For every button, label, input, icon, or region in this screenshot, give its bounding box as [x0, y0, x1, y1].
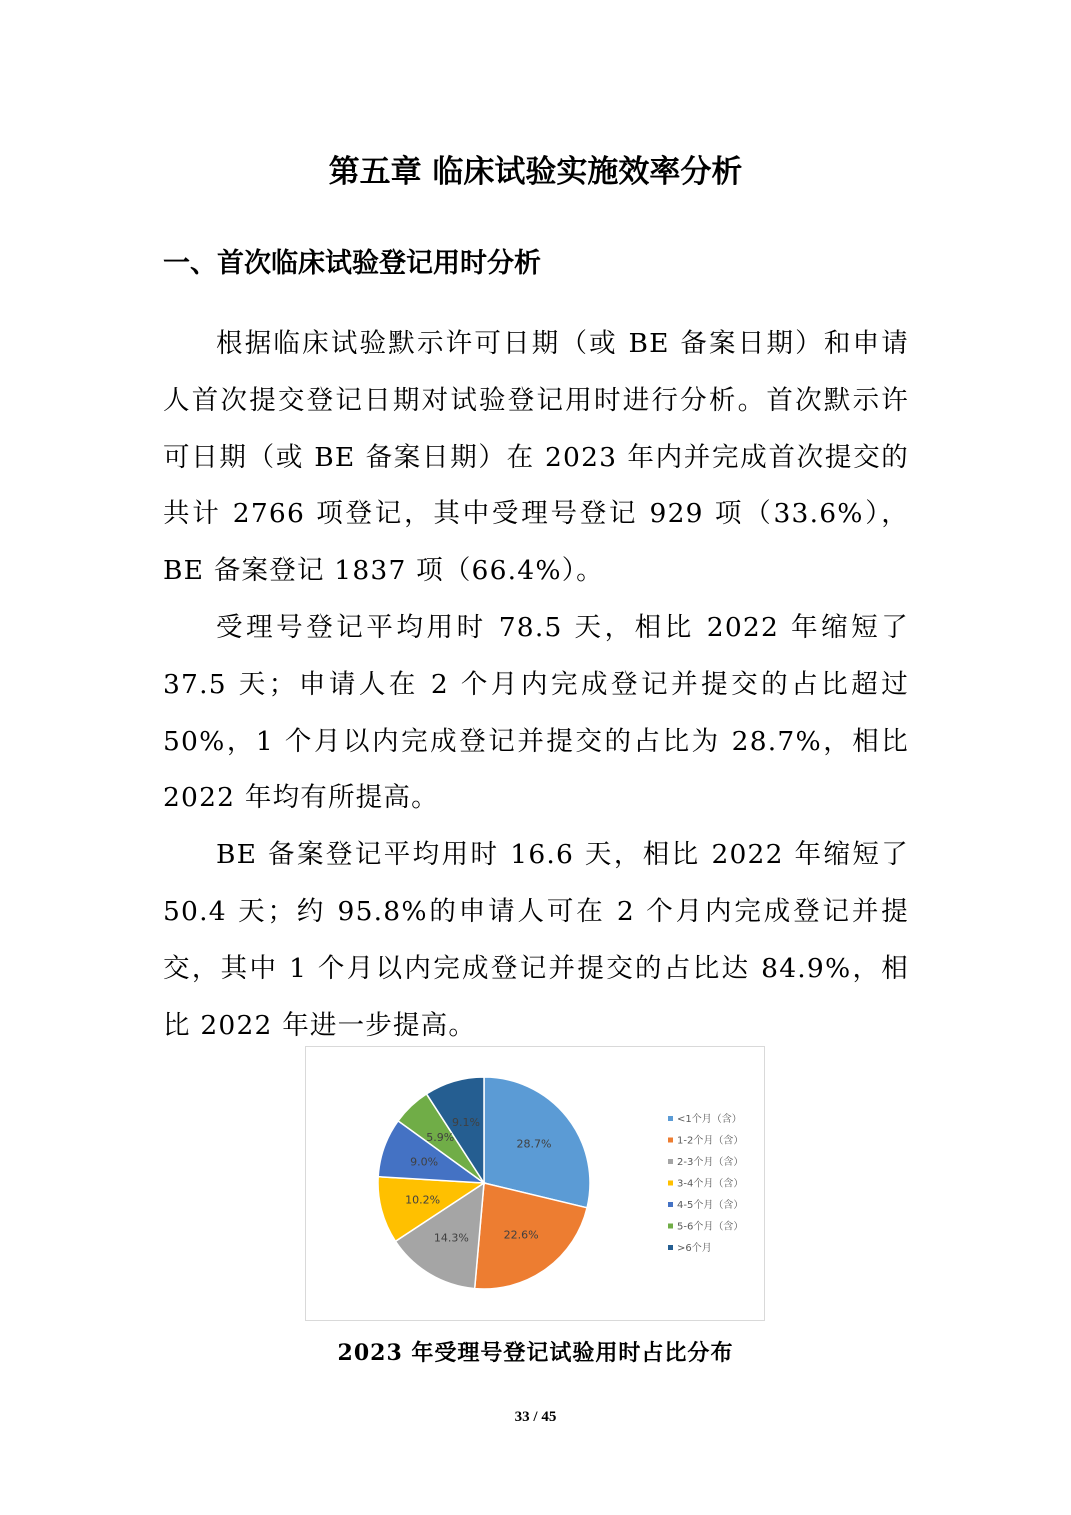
slice-data-label: 28.7% [516, 1137, 552, 1151]
pie-slices [378, 1077, 590, 1289]
pie-chart-svg [306, 1047, 766, 1322]
paragraph-2: 受理号登记平均用时 78.5 天，相比 2022 年缩短了 37.5 天；申请人在 2 个月内完成登记并提交的占比超过 50%，1 个月以内完成登记并提交的占比为 28.7%，相比 2022 年均有所提高。 [163, 611, 909, 814]
legend-entry: >6个月 [677, 1243, 712, 1254]
paragraph-3: BE 备案登记平均用时 16.6 天，相比 2022 年缩短了 50.4 天；约 95.8%的申请人可在 2 个月内完成登记并提交，其中 1 个月以内完成登记并提交的占比达 84.9%，相比 2022 年进一步提高。 [163, 839, 909, 1041]
slice-data-label: 5.9% [426, 1130, 455, 1144]
legend-swatch [668, 1138, 673, 1143]
legend-swatch [668, 1245, 673, 1250]
legend-swatch [668, 1181, 673, 1186]
slice-data-label: 14.3% [433, 1231, 469, 1245]
chapter-title: 第五章 临床试验实施效率分析 [328, 154, 743, 190]
legend-entry: 5-6个月（含） [677, 1221, 744, 1233]
legend-entry: <1个月（含） [677, 1114, 742, 1125]
page-number: 33 / 45 [514, 1409, 557, 1425]
chart-legend [668, 1112, 743, 1254]
legend-swatch [668, 1224, 673, 1229]
slice-data-label: 9.1% [452, 1115, 481, 1129]
legend-swatch [668, 1202, 673, 1207]
slice-data-label: 10.2% [405, 1193, 441, 1207]
chart-caption: 2023 年受理号登记试验用时占比分布 [337, 1340, 734, 1366]
body-text [163, 316, 909, 1054]
legend-entry: 1-2个月（含） [677, 1135, 744, 1147]
slice-data-label: 22.6% [503, 1228, 539, 1242]
slice-data-label: 9.0% [410, 1155, 439, 1169]
legend-swatch [668, 1159, 673, 1164]
legend-entry: 2-3个月（含） [677, 1157, 744, 1168]
legend-entry: 3-4个月（含） [677, 1178, 744, 1190]
paragraph-1: 根据临床试验默示许可日期（或 BE 备案日期）和申请人首次提交登记日期对试验登记用时进行分析。首次默示许可日期（或 BE 备案日期）在 2023 年内并完成首次提交的共计 2766 项登记，其中受理号登记 929 项（33.6%），BE 备案登记 1837 项（66.4%）。 [163, 328, 909, 587]
legend-swatch [668, 1116, 673, 1121]
legend-entry: 4-5个月（含） [677, 1200, 744, 1211]
section-title: 一、首次临床试验登记用时分析 [163, 248, 541, 279]
pie-chart [305, 1046, 765, 1321]
